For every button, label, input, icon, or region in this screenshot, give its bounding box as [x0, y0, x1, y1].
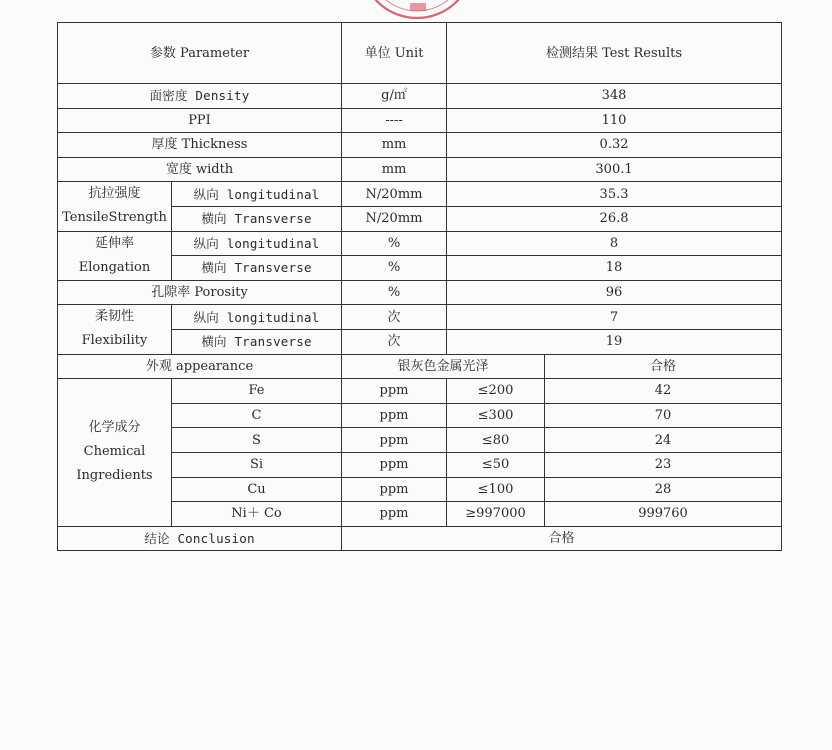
param-conclusion: 结论 Conclusion: [58, 526, 342, 551]
table-row: [58, 108, 782, 133]
param-width: 宽度 width: [58, 157, 342, 182]
spec-appearance: 银灰色金属光泽: [342, 354, 545, 379]
unit-tensile-longitudinal: N/20mm: [342, 182, 447, 207]
chem-limit: ≤50: [447, 452, 545, 477]
header-unit: 单位 Unit: [342, 23, 447, 84]
table-row: [58, 231, 782, 256]
param-appearance: 外观 appearance: [58, 354, 342, 379]
chem-limit: ≥997000: [447, 502, 545, 527]
chem-element: Si: [172, 452, 342, 477]
param-porosity: 孔隙率 Porosity: [58, 280, 342, 305]
unit-width: mm: [342, 157, 447, 182]
unit-flexibility-longitudinal: 次: [342, 305, 447, 330]
chem-value: 24: [545, 428, 782, 453]
chem-element: Cu: [172, 477, 342, 502]
header-results: 检测结果 Test Results: [447, 23, 782, 84]
value-conclusion: 合格: [342, 526, 782, 551]
chem-unit: ppm: [342, 379, 447, 404]
header-row: [58, 23, 782, 84]
unit-ppi: ----: [342, 108, 447, 133]
chem-element: S: [172, 428, 342, 453]
group-chemical-cn: 化学成分: [88, 420, 141, 436]
chem-unit: ppm: [342, 477, 447, 502]
value-elongation-longitudinal: 8: [447, 231, 782, 256]
chem-unit: ppm: [342, 428, 447, 453]
chem-unit: ppm: [342, 403, 447, 428]
value-elongation-transverse: 18: [447, 256, 782, 281]
value-flexibility-longitudinal: 7: [447, 305, 782, 330]
group-tensile: [58, 182, 172, 231]
table-row: [58, 305, 782, 330]
group-tensile-en: TensileStrength: [62, 210, 167, 226]
group-chemical-en-1: Chemical: [83, 444, 146, 460]
table-row: [58, 182, 782, 207]
value-flexibility-transverse: 19: [447, 329, 782, 354]
group-elongation: [58, 231, 172, 280]
unit-tensile-transverse: N/20mm: [342, 206, 447, 231]
chem-value: 23: [545, 452, 782, 477]
chem-value: 42: [545, 379, 782, 404]
group-flexibility: [58, 305, 172, 354]
param-elongation-longitudinal: 纵向 longitudinal: [172, 231, 342, 256]
param-tensile-transverse: 横向 Transverse: [172, 206, 342, 231]
value-ppi: 110: [447, 108, 782, 133]
group-tensile-cn: 抗拉强度: [88, 186, 141, 202]
chem-value: 999760: [545, 502, 782, 527]
group-flexibility-cn: 柔韧性: [94, 309, 134, 325]
table-row: [58, 526, 782, 551]
table-row: [58, 280, 782, 305]
chem-element: C: [172, 403, 342, 428]
unit-elongation-longitudinal: %: [342, 231, 447, 256]
chem-value: 28: [545, 477, 782, 502]
table-row: [58, 379, 782, 404]
group-chemical: [58, 379, 172, 527]
chem-limit: ≤200: [447, 379, 545, 404]
chem-limit: ≤100: [447, 477, 545, 502]
param-elongation-transverse: 横向 Transverse: [172, 256, 342, 281]
chem-value: 70: [545, 403, 782, 428]
unit-flexibility-transverse: 次: [342, 329, 447, 354]
unit-porosity: %: [342, 280, 447, 305]
test-results-table: [57, 22, 782, 551]
chem-limit: ≤80: [447, 428, 545, 453]
chem-element: Fe: [172, 379, 342, 404]
chem-unit: ppm: [342, 452, 447, 477]
chem-limit: ≤300: [447, 403, 545, 428]
param-tensile-longitudinal: 纵向 longitudinal: [172, 182, 342, 207]
group-chemical-en-2: Ingredients: [76, 468, 153, 484]
param-flexibility-transverse: 横向 Transverse: [172, 329, 342, 354]
value-appearance: 合格: [545, 354, 782, 379]
param-density: 面密度 Density: [58, 84, 342, 109]
value-tensile-transverse: 26.8: [447, 206, 782, 231]
value-thickness: 0.32: [447, 133, 782, 158]
unit-elongation-transverse: %: [342, 256, 447, 281]
table-row: [58, 84, 782, 109]
group-elongation-cn: 延伸率: [94, 235, 134, 251]
value-width: 300.1: [447, 157, 782, 182]
param-thickness: 厚度 Thickness: [58, 133, 342, 158]
unit-density: g/㎡: [342, 84, 447, 109]
table-row: [58, 157, 782, 182]
table-row: [58, 133, 782, 158]
group-flexibility-en: Flexibility: [81, 333, 148, 349]
param-ppi: PPI: [58, 108, 342, 133]
value-porosity: 96: [447, 280, 782, 305]
group-elongation-en: Elongation: [78, 259, 151, 275]
param-flexibility-longitudinal: 纵向 longitudinal: [172, 305, 342, 330]
table-row: [58, 354, 782, 379]
chem-unit: ppm: [342, 502, 447, 527]
chem-element: Ni＋ Co: [172, 502, 342, 527]
header-parameter: 参数 Parameter: [58, 23, 342, 84]
value-tensile-longitudinal: 35.3: [447, 182, 782, 207]
seal-stamp: [355, 0, 480, 20]
unit-thickness: mm: [342, 133, 447, 158]
value-density: 348: [447, 84, 782, 109]
